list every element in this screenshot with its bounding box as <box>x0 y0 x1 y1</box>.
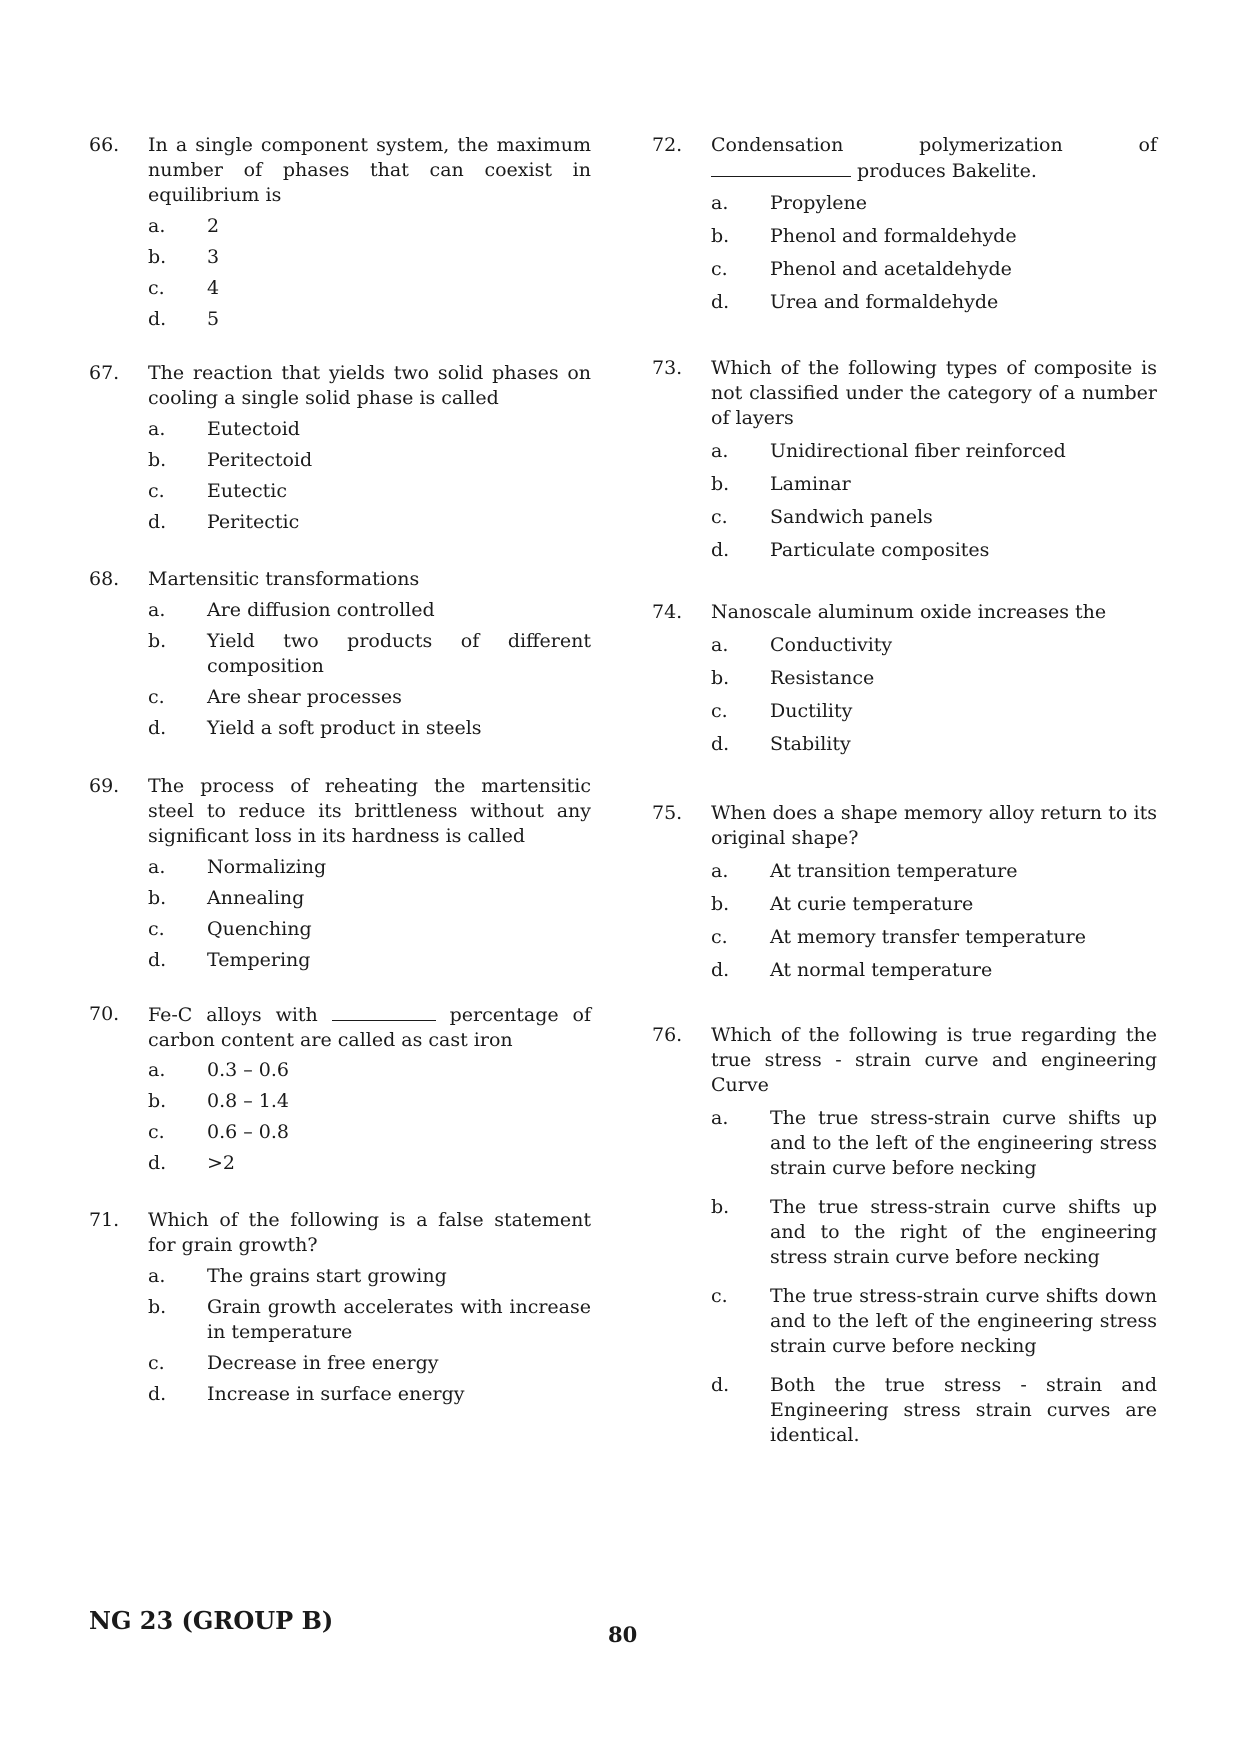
question-stem-before: Fe-C alloys with <box>148 1004 318 1026</box>
option-text: Stability <box>770 733 851 755</box>
option-a <box>148 417 591 442</box>
question-number: 74. <box>652 601 683 623</box>
question-stem: Which of the following is a false statement for grain growth? <box>148 1209 591 1256</box>
option-letter: c. <box>711 506 728 528</box>
question-number: 69. <box>89 775 120 797</box>
option-letter: b. <box>148 1090 167 1112</box>
option-letter: b. <box>711 1196 730 1218</box>
option-d <box>711 958 1157 983</box>
question-stem <box>148 1002 591 1052</box>
option-text: The grains start growing <box>207 1265 447 1287</box>
option-c <box>148 276 591 301</box>
option-text: Propylene <box>770 192 868 214</box>
option-b <box>711 666 1157 691</box>
option-letter: a. <box>711 634 729 656</box>
option-letter: b. <box>148 449 167 471</box>
option-d <box>711 732 1157 757</box>
option-text: Phenol and acetaldehyde <box>770 258 1012 280</box>
option-letter: a. <box>148 1059 166 1081</box>
option-letter: a. <box>148 856 166 878</box>
question-stem: Martensitic transformations <box>148 568 420 590</box>
option-b <box>711 892 1157 917</box>
option-letter: d. <box>711 1374 730 1396</box>
option-text: Grain growth accelerates with increase in temperature <box>207 1296 591 1343</box>
page-number: 80 <box>608 1622 638 1647</box>
option-letter: d. <box>711 539 730 561</box>
option-a <box>148 598 591 623</box>
option-a <box>148 855 591 880</box>
option-letter: c. <box>148 480 165 502</box>
option-d <box>711 538 1157 563</box>
option-c <box>711 505 1157 530</box>
option-letter: b. <box>711 473 730 495</box>
question-stem: When does a shape memory alloy return to its original shape? <box>711 802 1157 849</box>
option-text: Conductivity <box>770 634 893 656</box>
option-letter: b. <box>711 893 730 915</box>
question-number: 73. <box>652 357 683 379</box>
option-letter: d. <box>148 1152 167 1174</box>
option-letter: d. <box>148 308 167 330</box>
option-text: 0.3 – 0.6 <box>207 1059 290 1081</box>
option-a <box>148 1058 591 1083</box>
question-number: 67. <box>89 362 120 384</box>
question-stem-before: Condensation polymerization of <box>711 134 1157 156</box>
question-stem: Which of the following types of composite is not classified under the category of a number of layers <box>711 357 1157 429</box>
option-letter: d. <box>711 291 730 313</box>
option-b <box>148 448 591 473</box>
question-stem-after: produces Bakelite. <box>857 160 1037 182</box>
question-stem: Nanoscale aluminum oxide increases the <box>711 601 1107 623</box>
answer-blank <box>711 158 851 177</box>
question-number: 68. <box>89 568 120 590</box>
option-letter: a. <box>711 860 729 882</box>
option-text: The true stress-strain curve shifts up and to the left of the engineering stress strain curve before necking <box>770 1107 1157 1179</box>
option-text: Are diffusion controlled <box>207 599 435 621</box>
option-text: Urea and formaldehyde <box>770 291 999 313</box>
option-letter: d. <box>148 949 167 971</box>
option-b <box>148 886 591 911</box>
option-letter: c. <box>711 700 728 722</box>
option-d <box>711 1373 1157 1448</box>
option-letter: d. <box>148 717 167 739</box>
question-75 <box>652 801 1157 983</box>
option-c <box>148 685 591 710</box>
question-69 <box>89 774 591 973</box>
option-text: Eutectic <box>207 480 287 502</box>
question-number: 71. <box>89 1209 120 1231</box>
option-a <box>711 1106 1157 1181</box>
option-text: Phenol and formaldehyde <box>770 225 1017 247</box>
option-b <box>148 1089 591 1114</box>
option-a <box>711 859 1157 884</box>
option-letter: b. <box>148 246 167 268</box>
question-stem-after: percentage of carbon content are called as cast iron <box>148 1004 592 1051</box>
option-letter: c. <box>148 1121 165 1143</box>
question-stem: The reaction that yields two solid phases on cooling a single solid phase is called <box>148 362 591 409</box>
option-b <box>148 245 591 270</box>
option-text: Unidirectional fiber reinforced <box>770 440 1066 462</box>
option-c <box>148 479 591 504</box>
option-b <box>711 1195 1157 1270</box>
footer-paper-code: NG 23 (GROUP B) <box>89 1606 334 1635</box>
option-text: 5 <box>207 308 220 330</box>
option-text: The true stress-strain curve shifts up and to the right of the engineering stress strain curve before necking <box>770 1196 1157 1268</box>
option-c <box>711 1284 1157 1359</box>
question-stem: Which of the following is true regarding the true stress - strain curve and engineering Curve <box>711 1024 1157 1096</box>
option-letter: d. <box>148 511 167 533</box>
option-c <box>148 917 591 942</box>
option-letter: c. <box>148 918 165 940</box>
question-73 <box>652 356 1157 563</box>
option-letter: a. <box>148 215 166 237</box>
option-text: 2 <box>207 215 220 237</box>
option-letter: a. <box>148 599 166 621</box>
question-67 <box>89 361 591 535</box>
option-text: 3 <box>207 246 220 268</box>
option-b <box>148 1295 591 1345</box>
question-number: 72. <box>652 134 683 156</box>
option-text: Tempering <box>207 949 311 971</box>
option-text: 0.6 – 0.8 <box>207 1121 290 1143</box>
option-letter: c. <box>711 258 728 280</box>
option-letter: c. <box>148 686 165 708</box>
option-text: Increase in surface energy <box>207 1383 465 1405</box>
question-stem-line-2 <box>711 158 1157 183</box>
option-d <box>711 290 1157 315</box>
option-text: At normal temperature <box>770 959 993 981</box>
option-letter: a. <box>148 1265 166 1287</box>
option-d <box>148 716 591 741</box>
option-d <box>148 510 591 535</box>
option-b <box>711 224 1157 249</box>
question-stem: In a single component system, the maximum number of phases that can coexist in equilibrium is <box>148 134 591 206</box>
option-text: >2 <box>207 1152 236 1174</box>
option-letter: a. <box>148 418 166 440</box>
option-letter: c. <box>711 926 728 948</box>
option-c <box>711 699 1157 724</box>
option-letter: c. <box>711 1285 728 1307</box>
option-c <box>148 1351 591 1376</box>
question-72 <box>652 133 1157 315</box>
option-text: Both the true stress - strain and Engineering stress strain curves are identical. <box>770 1374 1157 1446</box>
option-letter: b. <box>711 667 730 689</box>
option-letter: b. <box>148 1296 167 1318</box>
option-text: Are shear processes <box>207 686 402 708</box>
question-number: 70. <box>89 1003 120 1025</box>
option-a <box>148 1264 591 1289</box>
question-stem: The process of reheating the martensitic steel to reduce its brittleness without any significant loss in its hardness is called <box>148 775 591 847</box>
option-b <box>711 472 1157 497</box>
question-number: 66. <box>89 134 120 156</box>
option-text: Laminar <box>770 473 851 495</box>
option-text: The true stress-strain curve shifts down and to the left of the engineering stress strain curve before necking <box>770 1285 1157 1357</box>
option-letter: b. <box>148 887 167 909</box>
option-text: Sandwich panels <box>770 506 933 528</box>
option-letter: a. <box>711 192 729 214</box>
option-letter: a. <box>711 440 729 462</box>
option-letter: a. <box>711 1107 729 1129</box>
question-number: 75. <box>652 802 683 824</box>
question-71 <box>89 1208 591 1407</box>
option-a <box>148 214 591 239</box>
option-text: Peritectic <box>207 511 300 533</box>
option-d <box>148 1382 591 1407</box>
option-c <box>711 925 1157 950</box>
option-c <box>711 257 1157 282</box>
question-74 <box>652 600 1157 757</box>
option-a <box>711 439 1157 464</box>
option-text: 0.8 – 1.4 <box>207 1090 290 1112</box>
option-text: At curie temperature <box>770 893 974 915</box>
option-a <box>711 633 1157 658</box>
option-text: 4 <box>207 277 220 299</box>
option-letter: b. <box>711 225 730 247</box>
question-68 <box>89 567 591 741</box>
option-text: Yield two products of different composition <box>207 630 591 677</box>
option-letter: d. <box>711 959 730 981</box>
option-text: Normalizing <box>207 856 327 878</box>
option-letter: c. <box>148 1352 165 1374</box>
question-70 <box>89 1002 591 1176</box>
question-66 <box>89 133 591 332</box>
option-b <box>148 629 591 679</box>
question-76 <box>652 1023 1157 1448</box>
option-text: Eutectoid <box>207 418 300 440</box>
option-c <box>148 1120 591 1145</box>
option-text: Peritectoid <box>207 449 313 471</box>
question-number: 76. <box>652 1024 683 1046</box>
option-a <box>711 191 1157 216</box>
option-text: Decrease in free energy <box>207 1352 439 1374</box>
option-text: Particulate composites <box>770 539 990 561</box>
option-letter: d. <box>148 1383 167 1405</box>
option-text: At memory transfer temperature <box>770 926 1086 948</box>
option-letter: c. <box>148 277 165 299</box>
option-d <box>148 1151 591 1176</box>
option-letter: b. <box>148 630 167 652</box>
option-d <box>148 307 591 332</box>
option-text: Yield a soft product in steels <box>207 717 482 739</box>
option-text: Ductility <box>770 700 853 722</box>
option-letter: d. <box>711 733 730 755</box>
option-d <box>148 948 591 973</box>
answer-blank <box>332 1002 436 1021</box>
option-text: Resistance <box>770 667 875 689</box>
option-text: Annealing <box>207 887 305 909</box>
option-text: At transition temperature <box>770 860 1018 882</box>
option-text: Quenching <box>207 918 312 940</box>
